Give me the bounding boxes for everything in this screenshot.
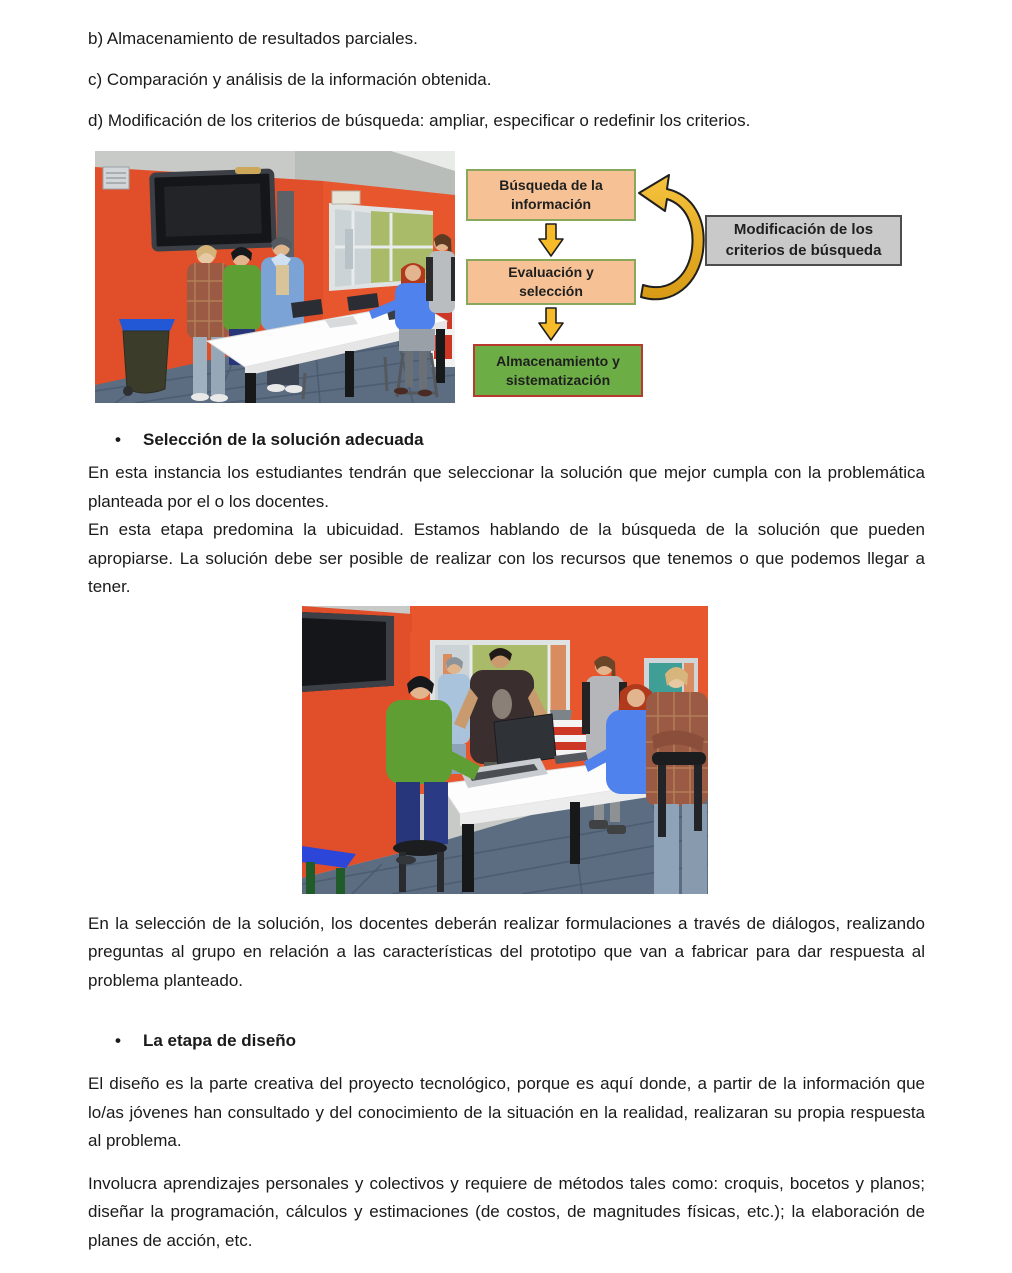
- paragraph-seleccion: [88, 459, 925, 602]
- flowchart-box-almacenamiento-label: Almacenamiento y sistematización: [496, 352, 620, 388]
- paragraph-seleccion-2: En esta etapa predomina la ubicuidad. Estamos hablando de la búsqueda de la solución que pueden apropiarse. La solución debe ser posible de realizar con los recursos que tenemos o que podemos llegar a tener.: [88, 520, 925, 596]
- intro-item-b: b) Almacenamiento de resultados parciales.: [88, 29, 418, 48]
- ac-unit: [332, 191, 360, 204]
- heading-seleccion: [115, 429, 925, 451]
- curved-feedback-arrow-icon: [637, 167, 711, 313]
- paragraph-diseno-2-text: Involucra aprendizajes personales y colectivos y requiere de métodos tales como: croquis, bocetos y planos; diseñar la programación, cálculos y estimaciones (de costos, de magnitudes físicas, etc.); la elaboración de planes de acción, etc.: [88, 1173, 925, 1250]
- heading-diseno: [115, 1030, 925, 1052]
- classroom-scene-2-image: [302, 606, 708, 894]
- intro-item-c: c) Comparación y análisis de la información obtenida.: [88, 70, 492, 89]
- tv-screen: [152, 171, 275, 249]
- arrow-down-icon: [538, 223, 564, 257]
- heading-seleccion-label: Selección de la solución adecuada: [143, 430, 424, 449]
- tv-screen: [302, 612, 394, 692]
- figure-classroom-2: [302, 606, 708, 894]
- paragraph-diseno-1-text: El diseño es la parte creativa del proyecto tecnológico, porque es aquí donde, a partir de la información que lo/as jóvenes han consultado y del conocimiento de la situación en la realidad, realizaran su propia respuesta al problema.: [88, 1074, 925, 1150]
- paragraph-seleccion-1: En esta instancia los estudiantes tendrán que seleccionar la solución que mejor cumpla con la problemática planteada por el o los docentes.: [88, 463, 925, 511]
- flowchart-box-busqueda-label: Búsqueda de la información: [499, 177, 603, 212]
- paragraph-diseno-1: [88, 1070, 925, 1156]
- paragraph-diseno-2: [88, 1170, 925, 1256]
- classroom-scene-1-image: [95, 151, 455, 403]
- bullet-icon: •: [115, 430, 121, 449]
- flowchart-box-busqueda: [466, 169, 636, 221]
- flowchart-box-evaluacion: [466, 259, 636, 305]
- paragraph-after-image: [88, 910, 925, 996]
- intro-item-d: d) Modificación de los criterios de búsqueda: ampliar, especificar o redefinir los criterios.: [88, 111, 751, 130]
- arrow-down-icon: [538, 307, 564, 341]
- flowchart-box-modificacion: [705, 215, 902, 266]
- flowchart-box-almacenamiento: [473, 344, 643, 397]
- wall-lamp: [235, 167, 261, 174]
- figure-row-methodology: [95, 151, 925, 403]
- search-methodology-flowchart: [465, 151, 927, 403]
- flowchart-box-evaluacion-label: Evaluación y selección: [508, 264, 594, 299]
- heading-diseno-label: La etapa de diseño: [143, 1031, 297, 1050]
- bullet-icon: •: [115, 1031, 121, 1050]
- paragraph-after-image-text: En la selección de la solución, los docentes deberán realizar formulaciones a través de diálogos, realizando preguntas al grupo en relación a las características del prototipo que van a fabricar para dar respuesta al problema planteado.: [88, 913, 925, 990]
- flowchart-box-modificacion-label: Modificación de los criterios de búsqueda: [725, 221, 882, 259]
